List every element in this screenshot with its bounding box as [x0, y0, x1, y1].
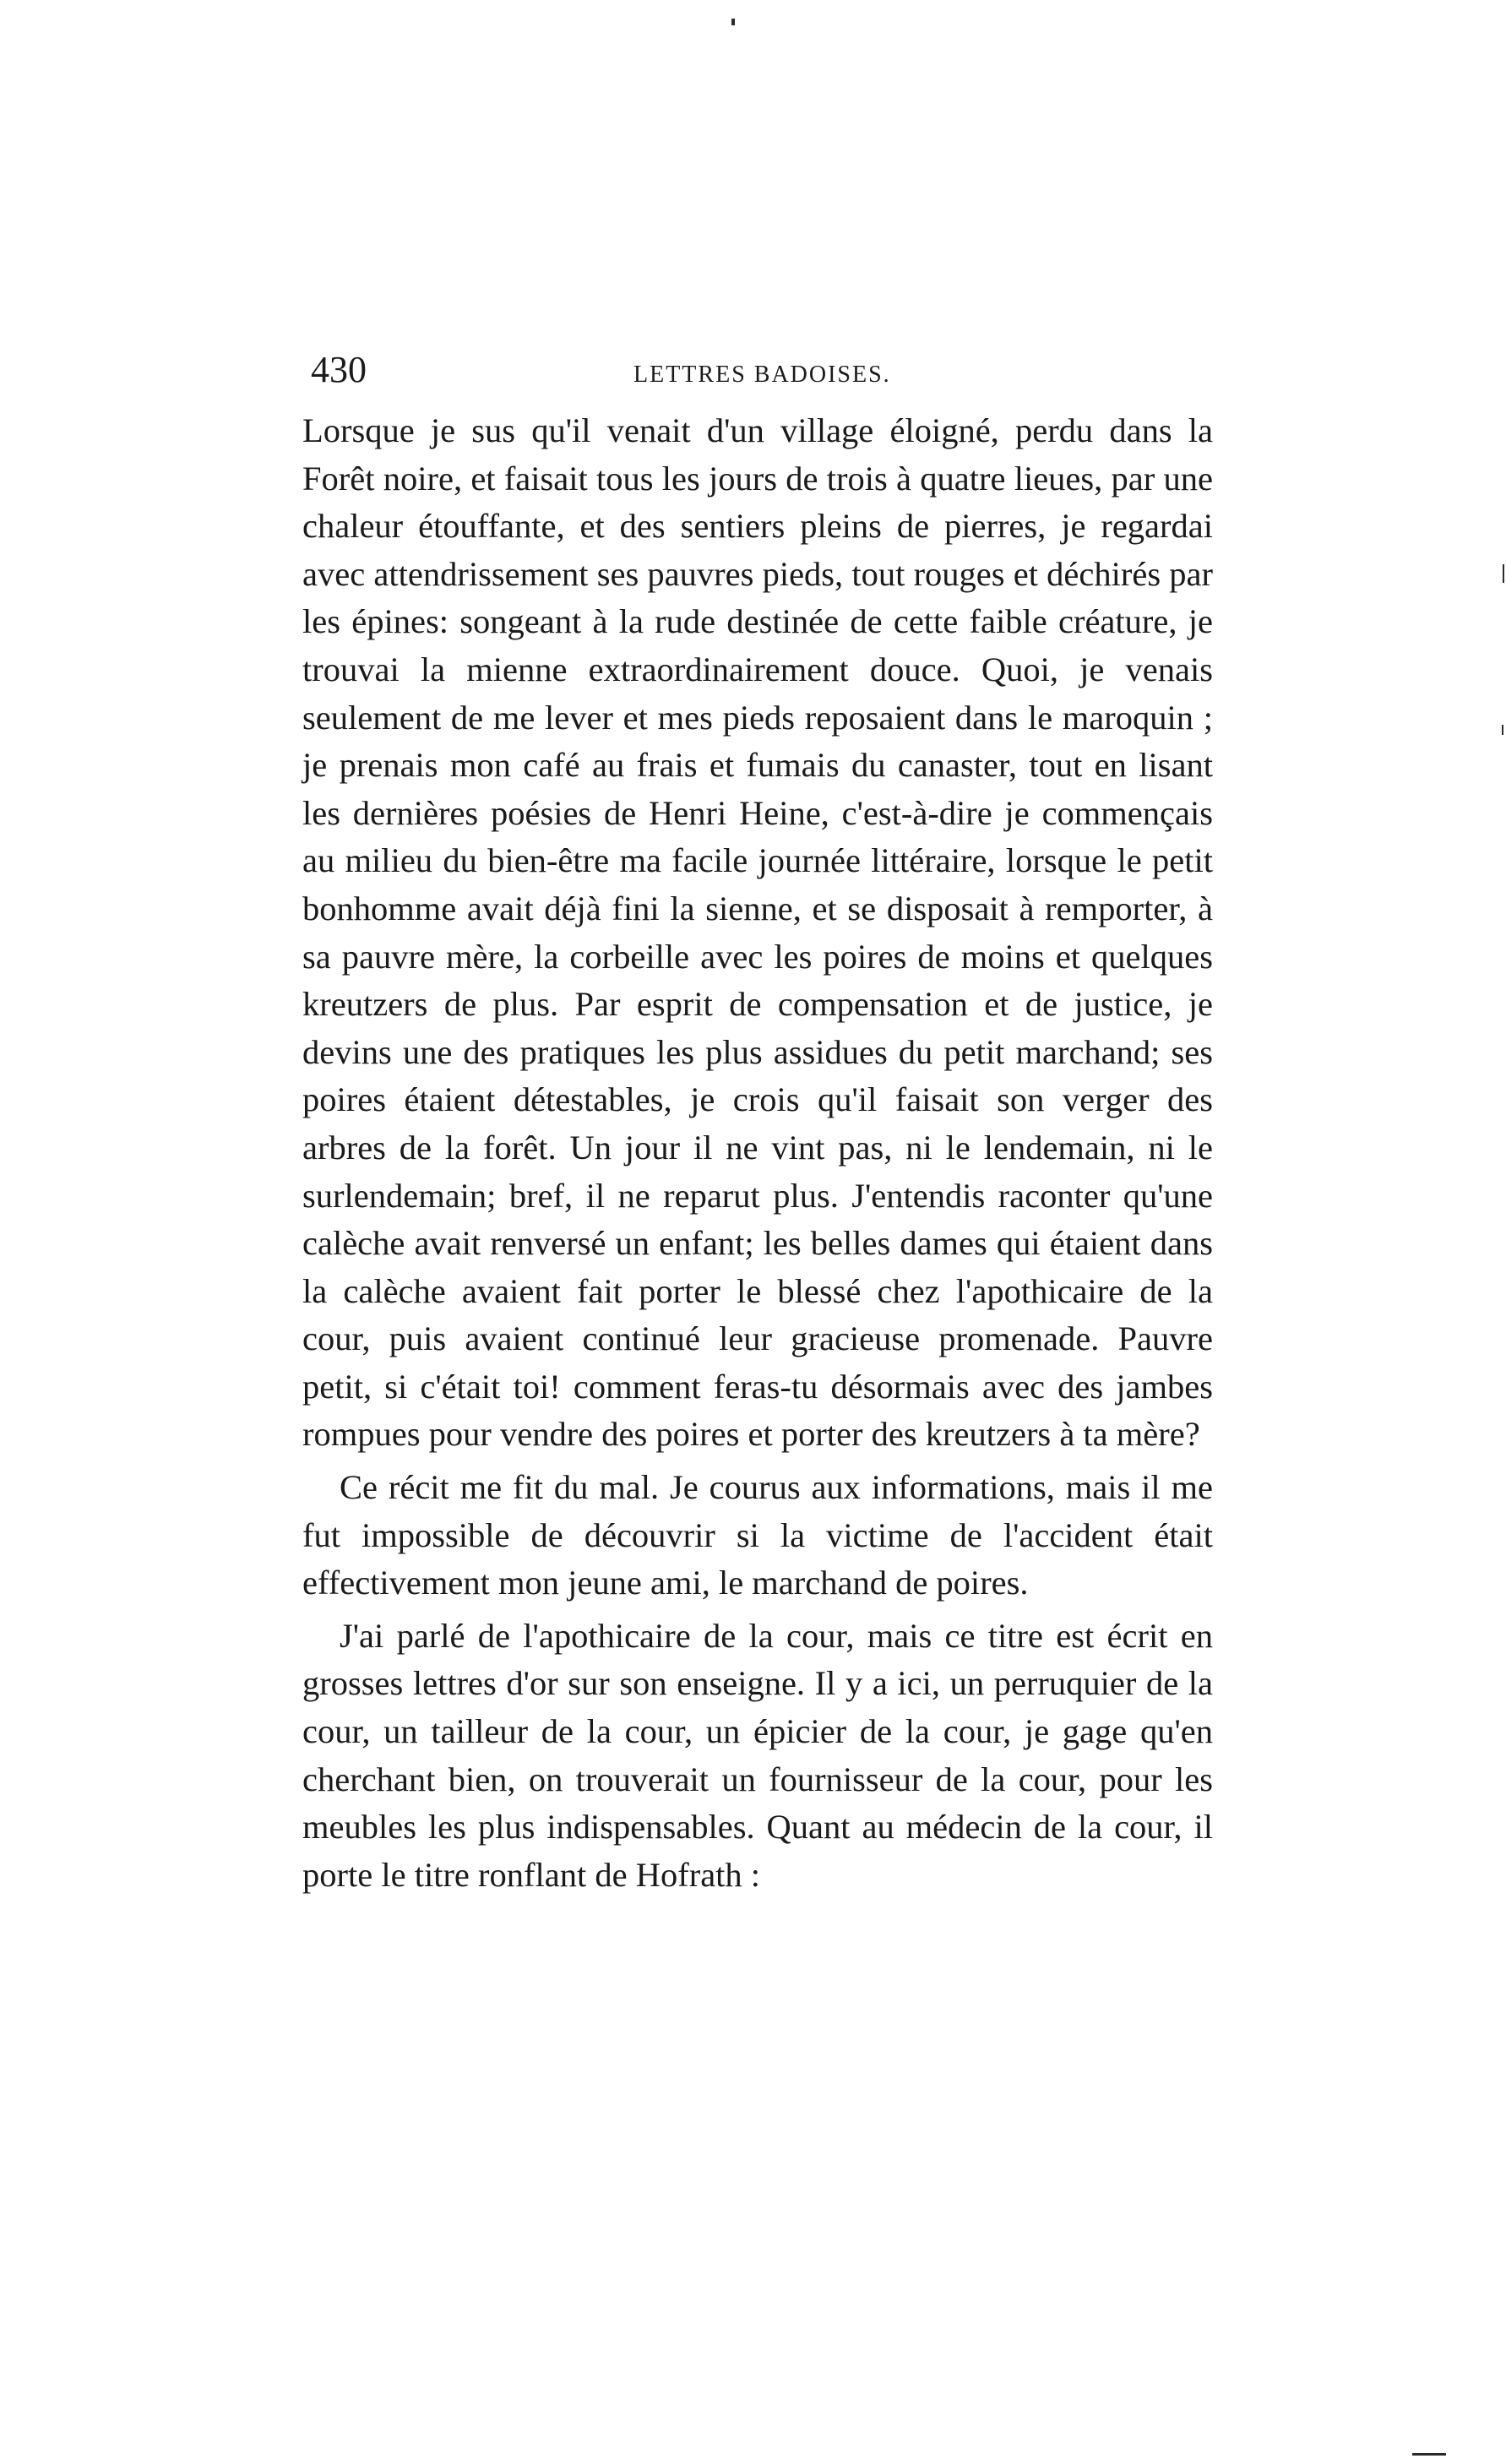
- paragraph-2: Ce récit me fit du mal. Je courus aux informations, mais il me fut impossible de découvrir si la victime de l'accident était effectivement mon jeune ami, le marchand de poires.: [302, 1468, 1213, 1602]
- body-text: [302, 407, 1213, 1899]
- page-header: [304, 345, 1233, 395]
- scan-mark: [1412, 2453, 1446, 2456]
- paragraph-3: J'ai parlé de l'apothicaire de la cour, mais ce titre est écrit en grosses lettres d'or sur son enseigne. Il y a ici, un perruquier de la cour, un tailleur de la cour, un épicier de la cour, je gage qu'en cherchant bien, on trouverait un fournisseur de la cour, pour les meubles les plus indispensables. Quant au médecin de la cour, il porte le titre ronflant de Hofrath :: [302, 1616, 1213, 1894]
- page-number: 430: [311, 349, 367, 390]
- margin-mark: [1503, 564, 1504, 583]
- ink-speck: [731, 19, 735, 25]
- paragraph-1: Lorsque je sus qu'il venait d'un village éloigné, perdu dans la Forêt noire, et faisait tous les jours de trois à quatre lieues, par une chaleur étouffante, et des sentiers pleins de pierres, je regardai avec attendrissement ses pauvres pieds, tout rouges et déchirés par les épines: songeant à la rude destinée de cette faible créature, je trouvai la mienne extraordinairement douce. Quoi, je venais seulement de me lever et mes pieds reposaient dans le maroquin ; je prenais mon café au frais et fumais du canaster, tout en lisant les dernières poésies de Henri Heine, c'est-à-dire je commençais au milieu du bien-être ma facile journée littéraire, lorsque le petit bonhomme avait déjà fini la sienne, et se disposait à remporter, à sa pauvre mère, la corbeille avec les poires de moins et quelques kreutzers de plus. Par esprit de compensation et de justice, je devins une des pratiques les plus assidues du petit marchand; ses poires étaient détestables, je crois qu'il faisait son verger des arbres de la forêt. Un jour il ne vint pas, ni le lendemain, ni le surlendemain; bref, il ne reparut plus. J'entendis raconter qu'une calèche avait renversé un enfant; les belles dames qui étaient dans la calèche avaient fait porter le blessé chez l'apothicaire de la cour, puis avaient continué leur gracieuse promenade. Pauvre petit, si c'était toi! comment feras-tu désormais avec des jambes rompues pour vendre des poires et porter des kreutzers à ta mère?: [302, 411, 1213, 1454]
- running-title: LETTRES BADOISES.: [633, 362, 891, 388]
- margin-mark: [1502, 725, 1503, 735]
